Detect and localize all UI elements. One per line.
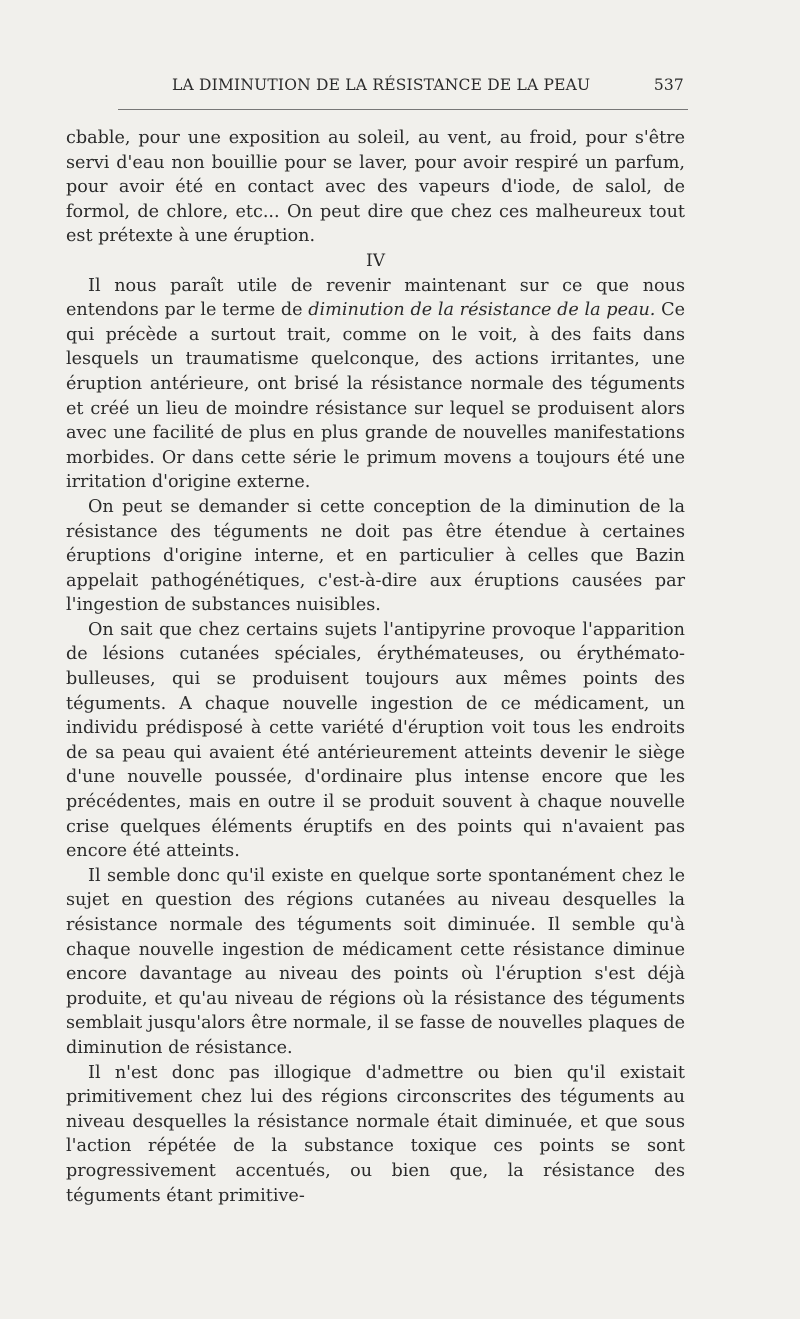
- italic-term: diminution de la résistance de la peau.: [308, 300, 656, 321]
- page-number: 537: [653, 76, 684, 94]
- paragraph-3: On sait que chez certains sujets l'antipyrine provoque l'apparition de lésions cutanées spéciales, érythémateuses, ou érythémato-bulleuses, qui se produisent toujours aux mêmes points des téguments. A chaque nouvelle ingestion de ce médicament, un individu prédisposé à cette variété d'éruption voit tous les endroits de sa peau qui avaient été antérieurement atteints devenir le siège d'une nouvelle poussée, d'ordinaire plus intense encore que les précédentes, mais en outre il se produit souvent à chaque nouvelle crise quelques éléments éruptifs en des points qui n'avaient pas encore été atteints.: [66, 619, 685, 862]
- paragraph-1-text-start: Il nous paraît utile de revenir maintenant sur ce que nous entendons par le terme de: [66, 275, 685, 321]
- running-head-title: LA DIMINUTION DE LA RÉSISTANCE DE LA PEAU: [172, 76, 591, 94]
- paragraph-5: Il n'est donc pas illogique d'admettre ou bien qu'il existait primitivement chez lui des régions circonscrites des téguments au niveau desquelles la résistance normale était diminuée, et que sous l'action répétée de la substance toxique ces points se sont progressivement accentués, ou bien que, la résistance des téguments étant primitive-: [66, 1062, 685, 1206]
- opening-paragraph: cbable, pour une exposition au soleil, au vent, au froid, pour s'être servi d'eau non bouillie pour se laver, pour avoir respiré un parfum, pour avoir été en contact avec des vapeurs d'iode, de salol, de formol, de chlore, etc... On peut dire que chez ces malheureux tout est prétexte à une éruption.: [66, 128, 685, 247]
- paragraph-4: Il semble donc qu'il existe en quelque sorte spontanément chez le sujet en question des régions cutanées au niveau desquelles la résistance normale des téguments soit diminuée. Il semble qu'à chaque nouvelle ingestion de médicament cette résistance diminue encore davantage au niveau des points où l'éruption s'est déjà produite, et qu'au niveau de régions où la résistance des téguments semblait jusqu'alors être normale, il se fasse de nouvelles plaques de diminution de résistance.: [66, 865, 685, 1058]
- paragraph-2: On peut se demander si cette conception de la diminution de la résistance des téguments ne doit pas être étendue à certaines éruptions d'origine interne, et en particulier à celles que Bazin appelait pathogénétiques, c'est-à-dire aux éruptions causées par l'ingestion de substances nuisibles.: [66, 496, 685, 616]
- header-rule: [118, 109, 688, 110]
- section-number: IV: [366, 250, 385, 271]
- paragraph-1-text-end: Ce qui précède a surtout trait, comme on le voit, à des faits dans lesquels un traumatisme quelconque, des actions irritantes, une éruption antérieure, ont brisé la résistance normale des téguments et créé un lieu de moindre résistance sur lequel se produisent alors avec une facilité de plus en plus grande de nouvelles manifestations morbides. Or dans cette série le primum movens a toujours été une irritation d'origine externe.: [66, 300, 686, 493]
- paragraph-1: [66, 274, 685, 495]
- body-text: [66, 126, 685, 1208]
